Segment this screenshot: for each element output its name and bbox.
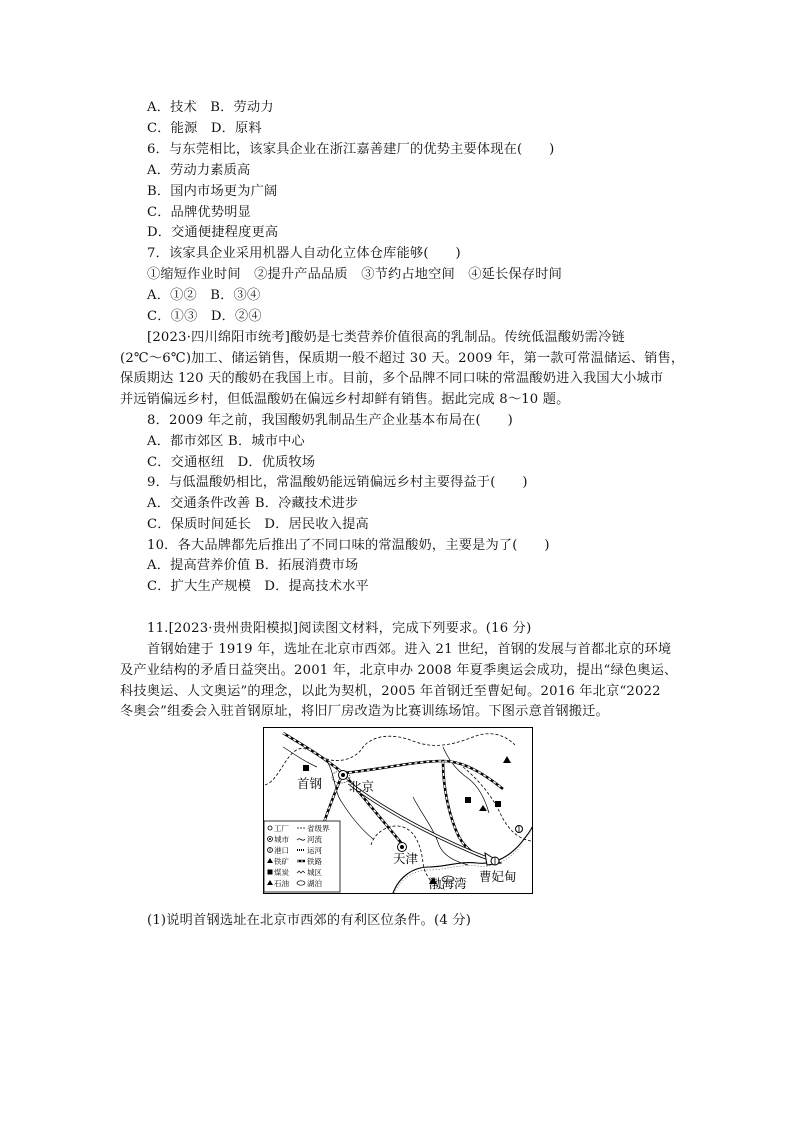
coal-icon-1 bbox=[465, 797, 471, 803]
q11-sub1: (1)说明首钢选址在北京市西郊的有利区位条件。(4 分) bbox=[147, 913, 472, 928]
q7-options-cd: C．①③ D．②④ bbox=[147, 309, 262, 324]
q11-passage-line1: 首钢始建于 1919 年，选址在北京市西郊。进入 21 世纪，首钢的发展与首都北京的环境 bbox=[147, 642, 672, 657]
q7-options-ab: A．①② B．③④ bbox=[147, 288, 261, 303]
legend-city: 城市 bbox=[274, 835, 289, 844]
q7-stem: 7．该家具企业采用机器人自动化立体仓库能够( ) bbox=[147, 246, 461, 261]
q6-stem: 6．与东莞相比，该家具企业在浙江嘉善建厂的优势主要体现在( ) bbox=[147, 142, 555, 157]
factory-icon bbox=[303, 765, 309, 771]
q11-title: 11.[2023·贵州贵阳模拟]阅读图文材料，完成下列要求。(16 分) bbox=[147, 621, 532, 636]
q11-passage-line2: 及产业结构的矛盾日益突出。2001 年，北京申办 2008 年夏季奥运会成功，提出“绿色奥运、 bbox=[120, 663, 678, 678]
q5-options-ab: A．技术 B．劳动力 bbox=[147, 100, 274, 115]
map-legend bbox=[264, 821, 340, 892]
q8-stem: 8．2009 年之前，我国酸奶乳制品生产企业基本布局在( ) bbox=[147, 413, 513, 428]
legend-province-border: 省级界 bbox=[307, 824, 330, 833]
q10-options-ab: A．提高营养价值 B．拓展消费市场 bbox=[147, 558, 359, 573]
legend-oil: 石油 bbox=[274, 879, 289, 888]
label-beijing: 北京 bbox=[349, 779, 375, 794]
passage1-line4: 并远销偏远乡村，但低温酸奶在偏远乡村却鲜有销售。据此完成 8～10 题。 bbox=[120, 392, 570, 407]
q8-options-ab: A．都市郊区 B．城市中心 bbox=[147, 434, 305, 449]
legend-iron: 铁矿 bbox=[274, 857, 289, 866]
q9-options-cd: C．保质时间延长 D．居民收入提高 bbox=[147, 517, 369, 532]
q5-options-cd: C．能源 D．原料 bbox=[147, 121, 262, 136]
q11-passage-line3: 科技奥运、人文奥运”的理念，以此为契机，2005 年首钢迁至曹妃甸。2016 年北京“2022 bbox=[120, 684, 661, 699]
label-tianjin: 天津 bbox=[393, 851, 419, 866]
port-qinhuangdao-icon bbox=[516, 826, 523, 833]
q9-options-ab: A．交通条件改善 B．冷藏技术进步 bbox=[147, 496, 359, 511]
q10-stem: 10．各大品牌都先后推出了不同口味的常温酸奶，主要是为了( ) bbox=[147, 538, 550, 553]
q6-option-c: C．品牌优势明显 bbox=[147, 205, 252, 220]
label-shougang: 首钢 bbox=[297, 776, 323, 791]
q8-options-cd: C．交通枢纽 D．优质牧场 bbox=[147, 455, 316, 470]
q6-option-d: D．交通便捷程度更高 bbox=[147, 225, 279, 240]
city-beijing-icon bbox=[339, 771, 348, 780]
passage1-line3: 保质期达 120 天的酸奶在我国上市。目前，多个品牌不同口味的常温酸奶进入我国大小城市 bbox=[120, 371, 664, 386]
legend-coal: 煤炭 bbox=[274, 868, 289, 877]
passage1-line2: (2℃～6℃)加工、储运销售，保质期一般不超过 30 天。2009 年，第一款可常温储运、销售， bbox=[120, 351, 685, 366]
q9-stem: 9．与低温酸奶相比，常温酸奶能远销偏远乡村主要得益于( ) bbox=[147, 475, 528, 490]
port-caofeidian-icon bbox=[491, 857, 499, 865]
legend-railway: 铁路 bbox=[307, 857, 322, 866]
q10-options-cd: C．扩大生产规模 D．提高技术水平 bbox=[147, 579, 369, 594]
passage1-line1: [2023·四川绵阳市统考]酸奶是七类营养价值很高的乳制品。传统低温酸奶需冷链 bbox=[147, 330, 625, 345]
q6-option-a: A．劳动力素质高 bbox=[147, 163, 251, 178]
legend-lake: 湖泊 bbox=[307, 879, 322, 888]
legend-port: 港口 bbox=[274, 846, 289, 855]
coal-icon-2 bbox=[495, 801, 501, 807]
shougang-relocation-map bbox=[263, 727, 533, 894]
legend-urban: 城区 bbox=[307, 868, 322, 877]
q11-passage-line4: 冬奥会”组委会入驻首钢原址，将旧厂房改造为比赛训练场馆。下图示意首钢搬迁。 bbox=[120, 704, 609, 719]
label-caofeidian: 曹妃甸 bbox=[479, 869, 517, 884]
q6-option-b: B．国内市场更为广阔 bbox=[147, 184, 278, 199]
legend-river: 河流 bbox=[307, 835, 322, 844]
legend-canal: 运河 bbox=[307, 846, 322, 855]
legend-factory: 工厂 bbox=[274, 824, 289, 833]
q7-items: ①缩短作业时间 ②提升产品品质 ③节约占地空间 ④延长保存时间 bbox=[147, 267, 563, 282]
label-bohai: 渤海湾 bbox=[429, 876, 467, 891]
